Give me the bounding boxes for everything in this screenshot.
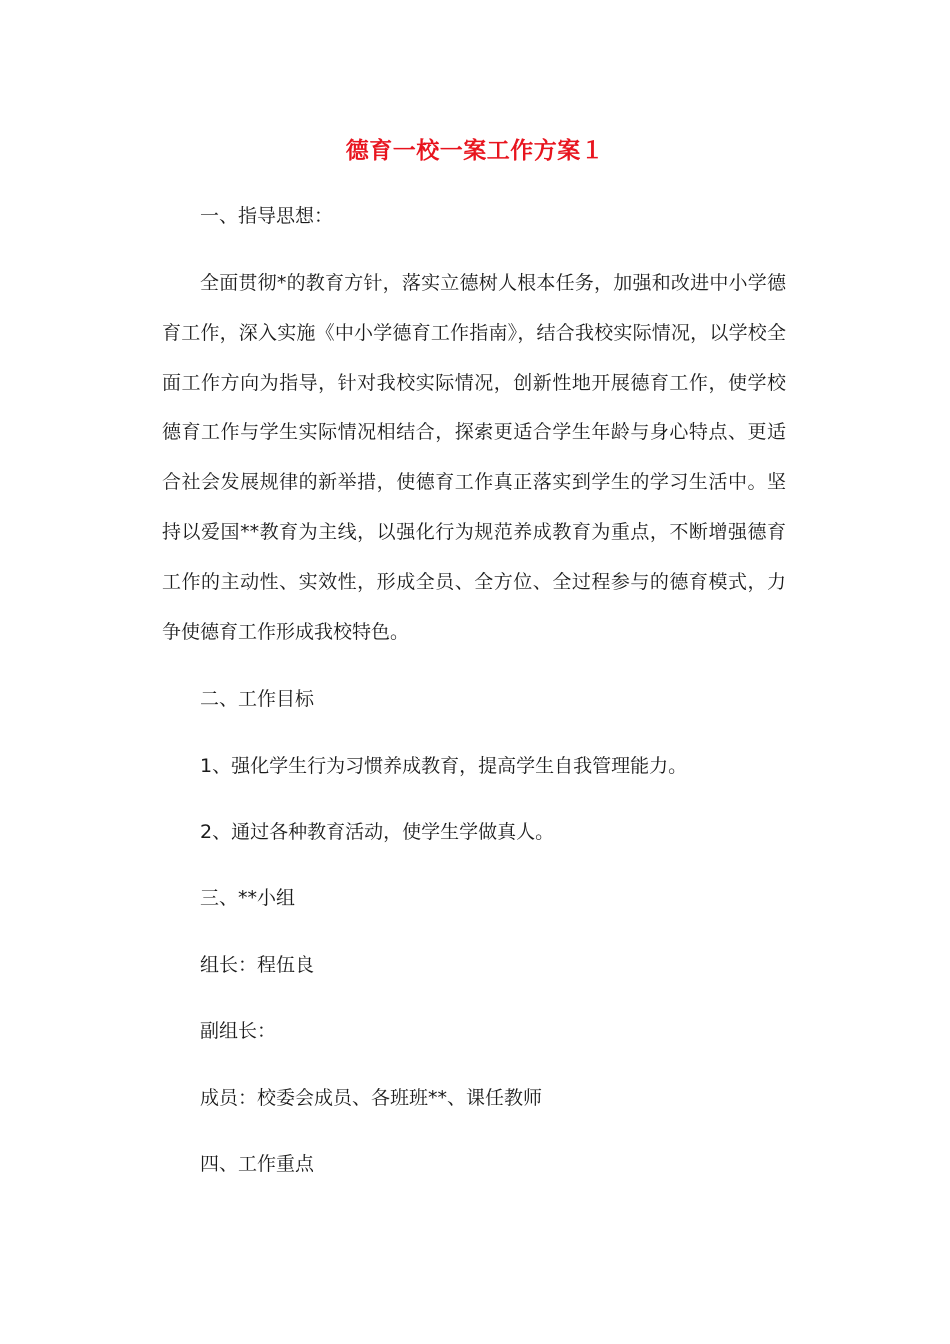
section-heading-group: 三、**小组	[200, 887, 296, 909]
goal-item-1: 1、强化学生行为习惯养成教育，提高学生自我管理能力。	[200, 755, 688, 777]
section-heading-guiding-ideology: 一、指导思想：	[200, 205, 334, 227]
section-heading-work-goals: 二、工作目标	[200, 688, 315, 710]
group-members: 成员：校委会成员、各班班**、课任教师	[200, 1087, 543, 1109]
group-deputy-leader: 副组长：	[200, 1020, 277, 1042]
guiding-ideology-paragraph: 全面贯彻*的教育方针，落实立德树人根本任务，加强和改进中小学德育工作，深入实施《中小学德育工作指南》，结合我校实际情况，以学校全面工作方向为指导，针对我校实际情况，创新性地开展德育工作，使学校德育工作与学生实际情况相结合，探索更适合学生年龄与身心特点、更适合社会发展规律的新举措，使德育工作真正落实到学生的学习生活中。坚持以爱国**教育为主线，以强化行为规范养成教育为重点，不断增强德育工作的主动性、实效性，形成全员、全方位、全过程参与的德育模式，力争使德育工作形成我校特色。	[162, 272, 786, 643]
document-title: 德育一校一案工作方案１	[345, 138, 605, 164]
group-leader: 组长：程伍良	[200, 954, 315, 976]
section-heading-work-focus: 四、工作重点	[200, 1153, 315, 1175]
goal-item-2: 2、通过各种教育活动，使学生学做真人。	[200, 821, 555, 843]
